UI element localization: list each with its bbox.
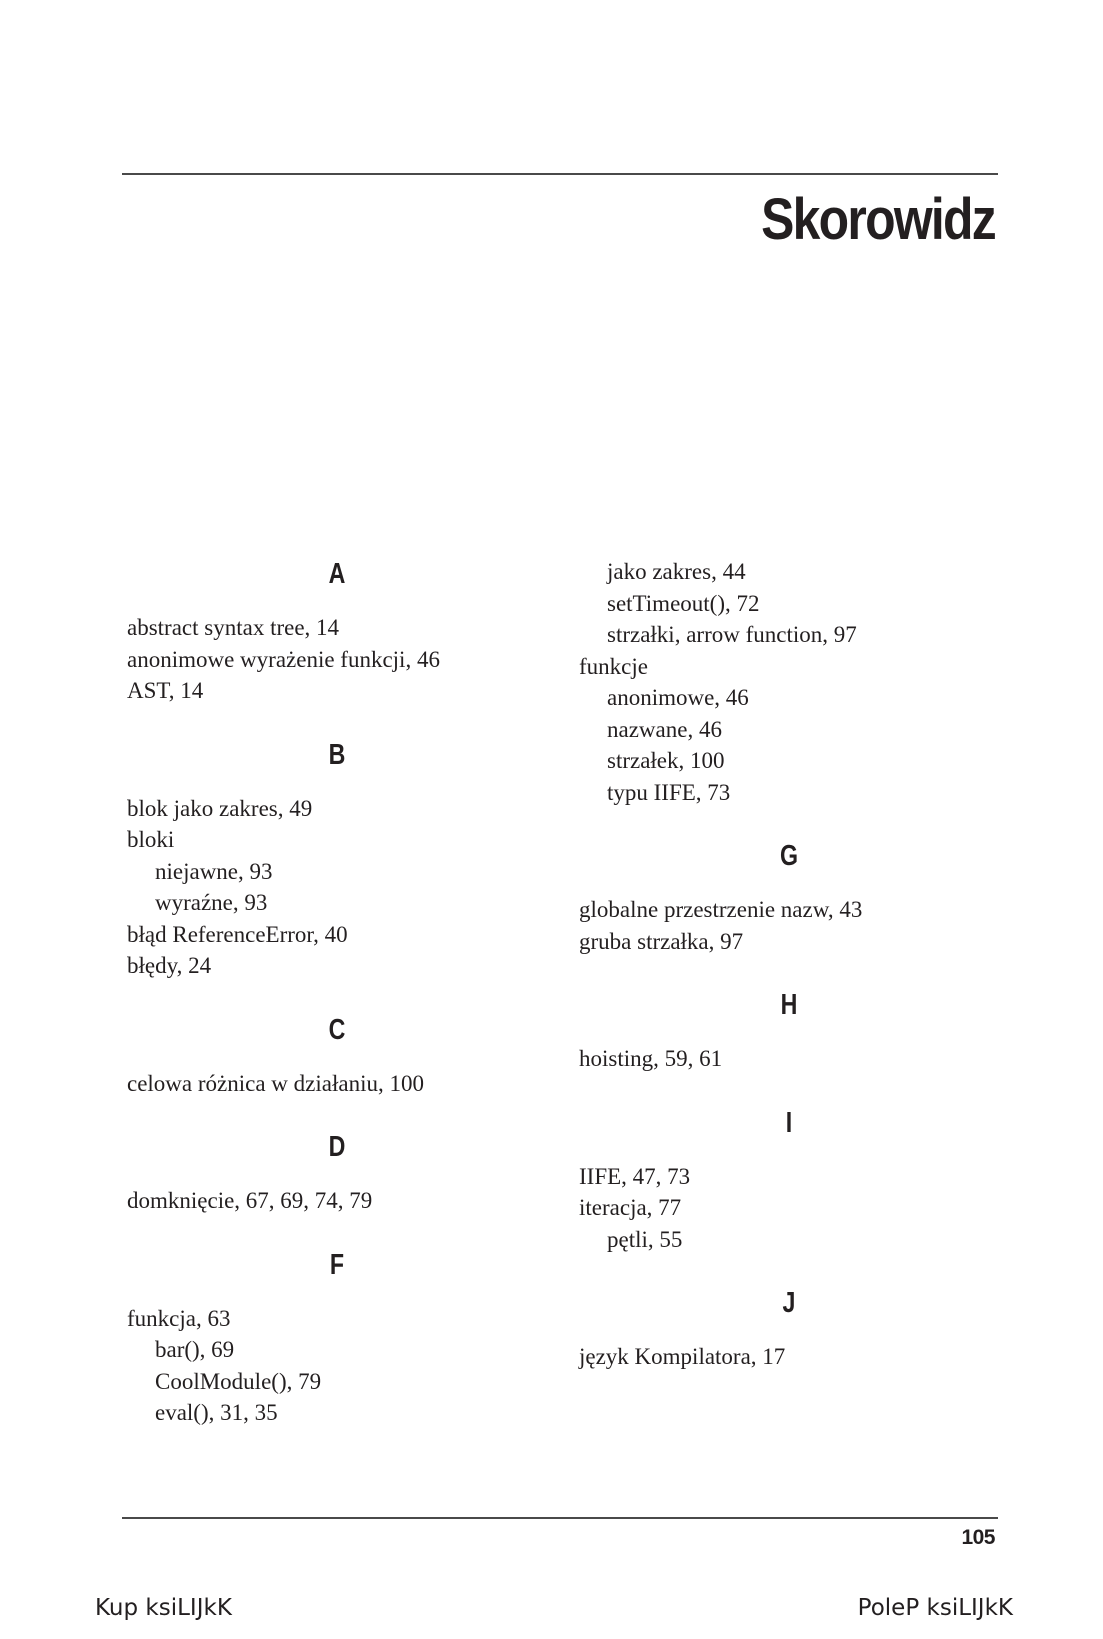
index-entry: iteracja, 77: [579, 1195, 682, 1220]
index-section-f: [127, 1247, 547, 1429]
index-subentry: pętli, 55: [607, 1226, 683, 1252]
index-entry: błędy, 24: [127, 953, 212, 978]
index-subentry: wyraźne, 93: [155, 890, 268, 915]
index-section-c: [127, 1012, 547, 1100]
index-subentry: niejawne, 93: [155, 858, 273, 884]
section-letter: J: [782, 1287, 796, 1319]
index-entry: błąd ReferenceError, 40: [127, 921, 348, 947]
bottom-rule: [122, 1517, 998, 1519]
top-rule: [122, 173, 998, 175]
index-subentry: bar(), 69: [155, 1337, 235, 1362]
index-entry: abstract syntax tree, 14: [127, 615, 340, 640]
index-subentry: anonimowe, 46: [607, 685, 749, 710]
index-subentry: setTimeout(), 72: [607, 590, 760, 616]
buy-book-link[interactable]: Kup ksiLIJkK: [95, 1595, 232, 1621]
index-entry: globalne przestrzenie nazw, 43: [579, 897, 863, 922]
index-entry: AST, 14: [127, 678, 204, 703]
index-entry: anonimowe wyrażenie funkcji, 46: [127, 646, 440, 672]
index-entry: funkcje: [579, 653, 648, 679]
section-letter: H: [780, 989, 798, 1021]
index-entry: funkcja, 63: [127, 1305, 231, 1331]
recommend-book-link[interactable]: PoleP ksiLIJkK: [857, 1595, 1013, 1621]
index-section-g: [579, 838, 999, 957]
index-entry: blok jako zakres, 49: [127, 795, 313, 821]
index-section-a: [127, 556, 547, 707]
index-entry: gruba strzałka, 97: [579, 928, 744, 954]
index-subentry: CoolModule(), 79: [155, 1368, 322, 1394]
index-entry: język Kompilatora, 17: [579, 1344, 786, 1369]
index-section-b: [127, 737, 547, 982]
index-entry: bloki: [127, 827, 175, 852]
index-subentry: eval(), 31, 35: [155, 1400, 278, 1425]
section-letter: B: [328, 738, 346, 771]
section-letter: F: [329, 1248, 345, 1281]
index-section-h: [579, 987, 999, 1075]
index-section-d: [127, 1129, 547, 1217]
index-entry: IIFE, 47, 73: [579, 1163, 691, 1189]
index-subentry: strzałek, 100: [607, 748, 725, 773]
index-left-column: [127, 556, 547, 1459]
index-continued-entries: [579, 556, 999, 808]
index-section-j: [579, 1285, 999, 1373]
index-subentry: nazwane, 46: [607, 716, 722, 742]
index-section-i: [579, 1105, 999, 1256]
section-letter: A: [328, 558, 346, 590]
section-letter: C: [328, 1013, 346, 1046]
index-entry: domknięcie, 67, 69, 74, 79: [127, 1188, 373, 1213]
section-letter: G: [779, 840, 799, 872]
page-title: Skorowidz: [761, 187, 995, 252]
index-entry: celowa różnica w działaniu, 100: [127, 1070, 424, 1096]
index-entry: hoisting, 59, 61: [579, 1046, 723, 1071]
section-letter: I: [785, 1106, 793, 1139]
index-subentry: jako zakres, 44: [607, 559, 746, 584]
page-number: 105: [961, 1526, 995, 1549]
section-letter: D: [328, 1131, 346, 1163]
index-subentry: typu IIFE, 73: [607, 779, 731, 805]
index-right-column: [579, 556, 999, 1403]
index-subentry: strzałki, arrow function, 97: [607, 622, 857, 647]
